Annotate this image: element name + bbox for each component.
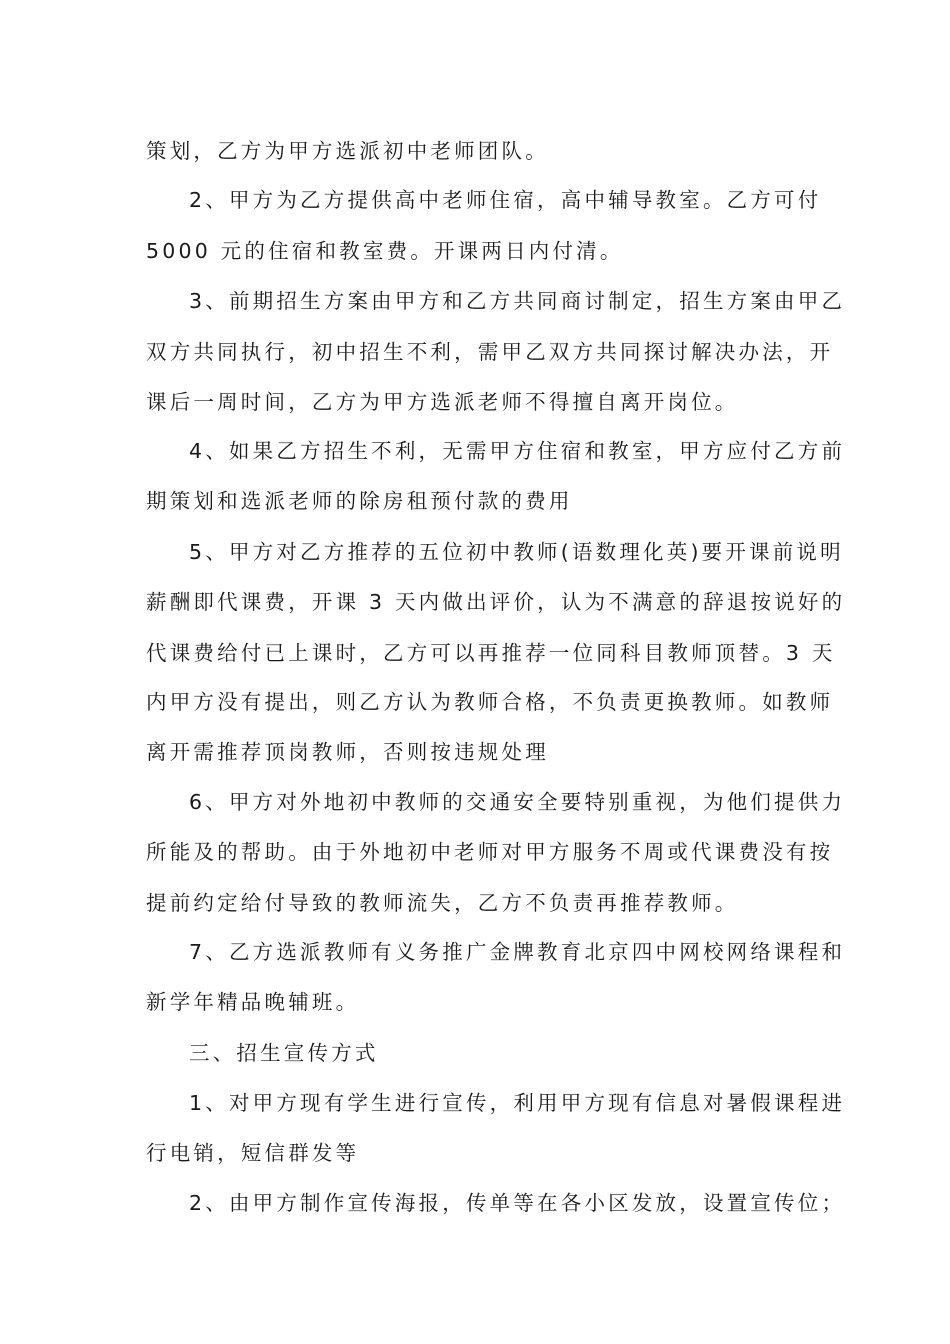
- text-line: 代课费给付已上课时，乙方可以再推荐一位同科目教师顶替。3 天: [146, 641, 836, 665]
- text-line: 所能及的帮助。由于外地初中老师对甲方服务不周或代课费没有按: [146, 840, 834, 864]
- text-line: 提前约定给付导致的教师流失，乙方不负责再推荐教师。: [146, 891, 739, 915]
- text-line: 薪酬即代课费，开课 3 天内做出评价，认为不满意的辞退按说好的: [146, 590, 846, 614]
- text-line: 新学年精品晚辅班。: [146, 990, 360, 1014]
- text-line: 5000 元的住宿和教室费。开课两日内付清。: [146, 239, 624, 263]
- paragraph-7-line-1: 7、乙方选派教师有义务推广金牌教育北京四中网校网络课程和: [189, 940, 846, 964]
- text-line: 离开需推荐顶岗教师，否则按违规处理: [146, 740, 549, 764]
- paragraph-6-line-1: 6、甲方对外地初中教师的交通安全要特别重视，为他们提供力: [189, 790, 846, 814]
- paragraph-3-line-1: 3、前期招生方案由甲方和乙方共同商讨制定，招生方案由甲乙: [189, 289, 846, 313]
- text-line: 课后一周时间，乙方为甲方选派老师不得擅自离开岗位。: [146, 390, 739, 414]
- paragraph-4-line-1: 4、如果乙方招生不利，无需甲方住宿和教室，甲方应付乙方前: [189, 439, 846, 463]
- paragraph-8-line-1: 1、对甲方现有学生进行宣传，利用甲方现有信息对暑假课程进: [189, 1091, 846, 1115]
- paragraph-2-line-1: 2、甲方为乙方提供高中老师住宿，高中辅导教室。乙方可付: [189, 188, 822, 212]
- paragraph-5-line-1: 5、甲方对乙方推荐的五位初中教师(语数理化英)要开课前说明: [189, 540, 844, 564]
- text-line: 期策划和选派老师的除房租预付款的费用: [146, 489, 573, 513]
- text-line: 行电销，短信群发等: [146, 1141, 360, 1165]
- section-heading: 三、招生宣传方式: [189, 1041, 379, 1065]
- text-line: 双方共同执行，初中招生不利，需甲乙双方共同探讨解决办法，开: [146, 340, 834, 364]
- paragraph-9-line-1: 2、由甲方制作宣传海报，传单等在各小区发放，设置宣传位；: [189, 1191, 846, 1215]
- text-line: 内甲方没有提出，则乙方认为教师合格，不负责更换教师。如教师: [146, 690, 834, 714]
- text-line: 策划，乙方为甲方选派初中老师团队。: [146, 139, 549, 163]
